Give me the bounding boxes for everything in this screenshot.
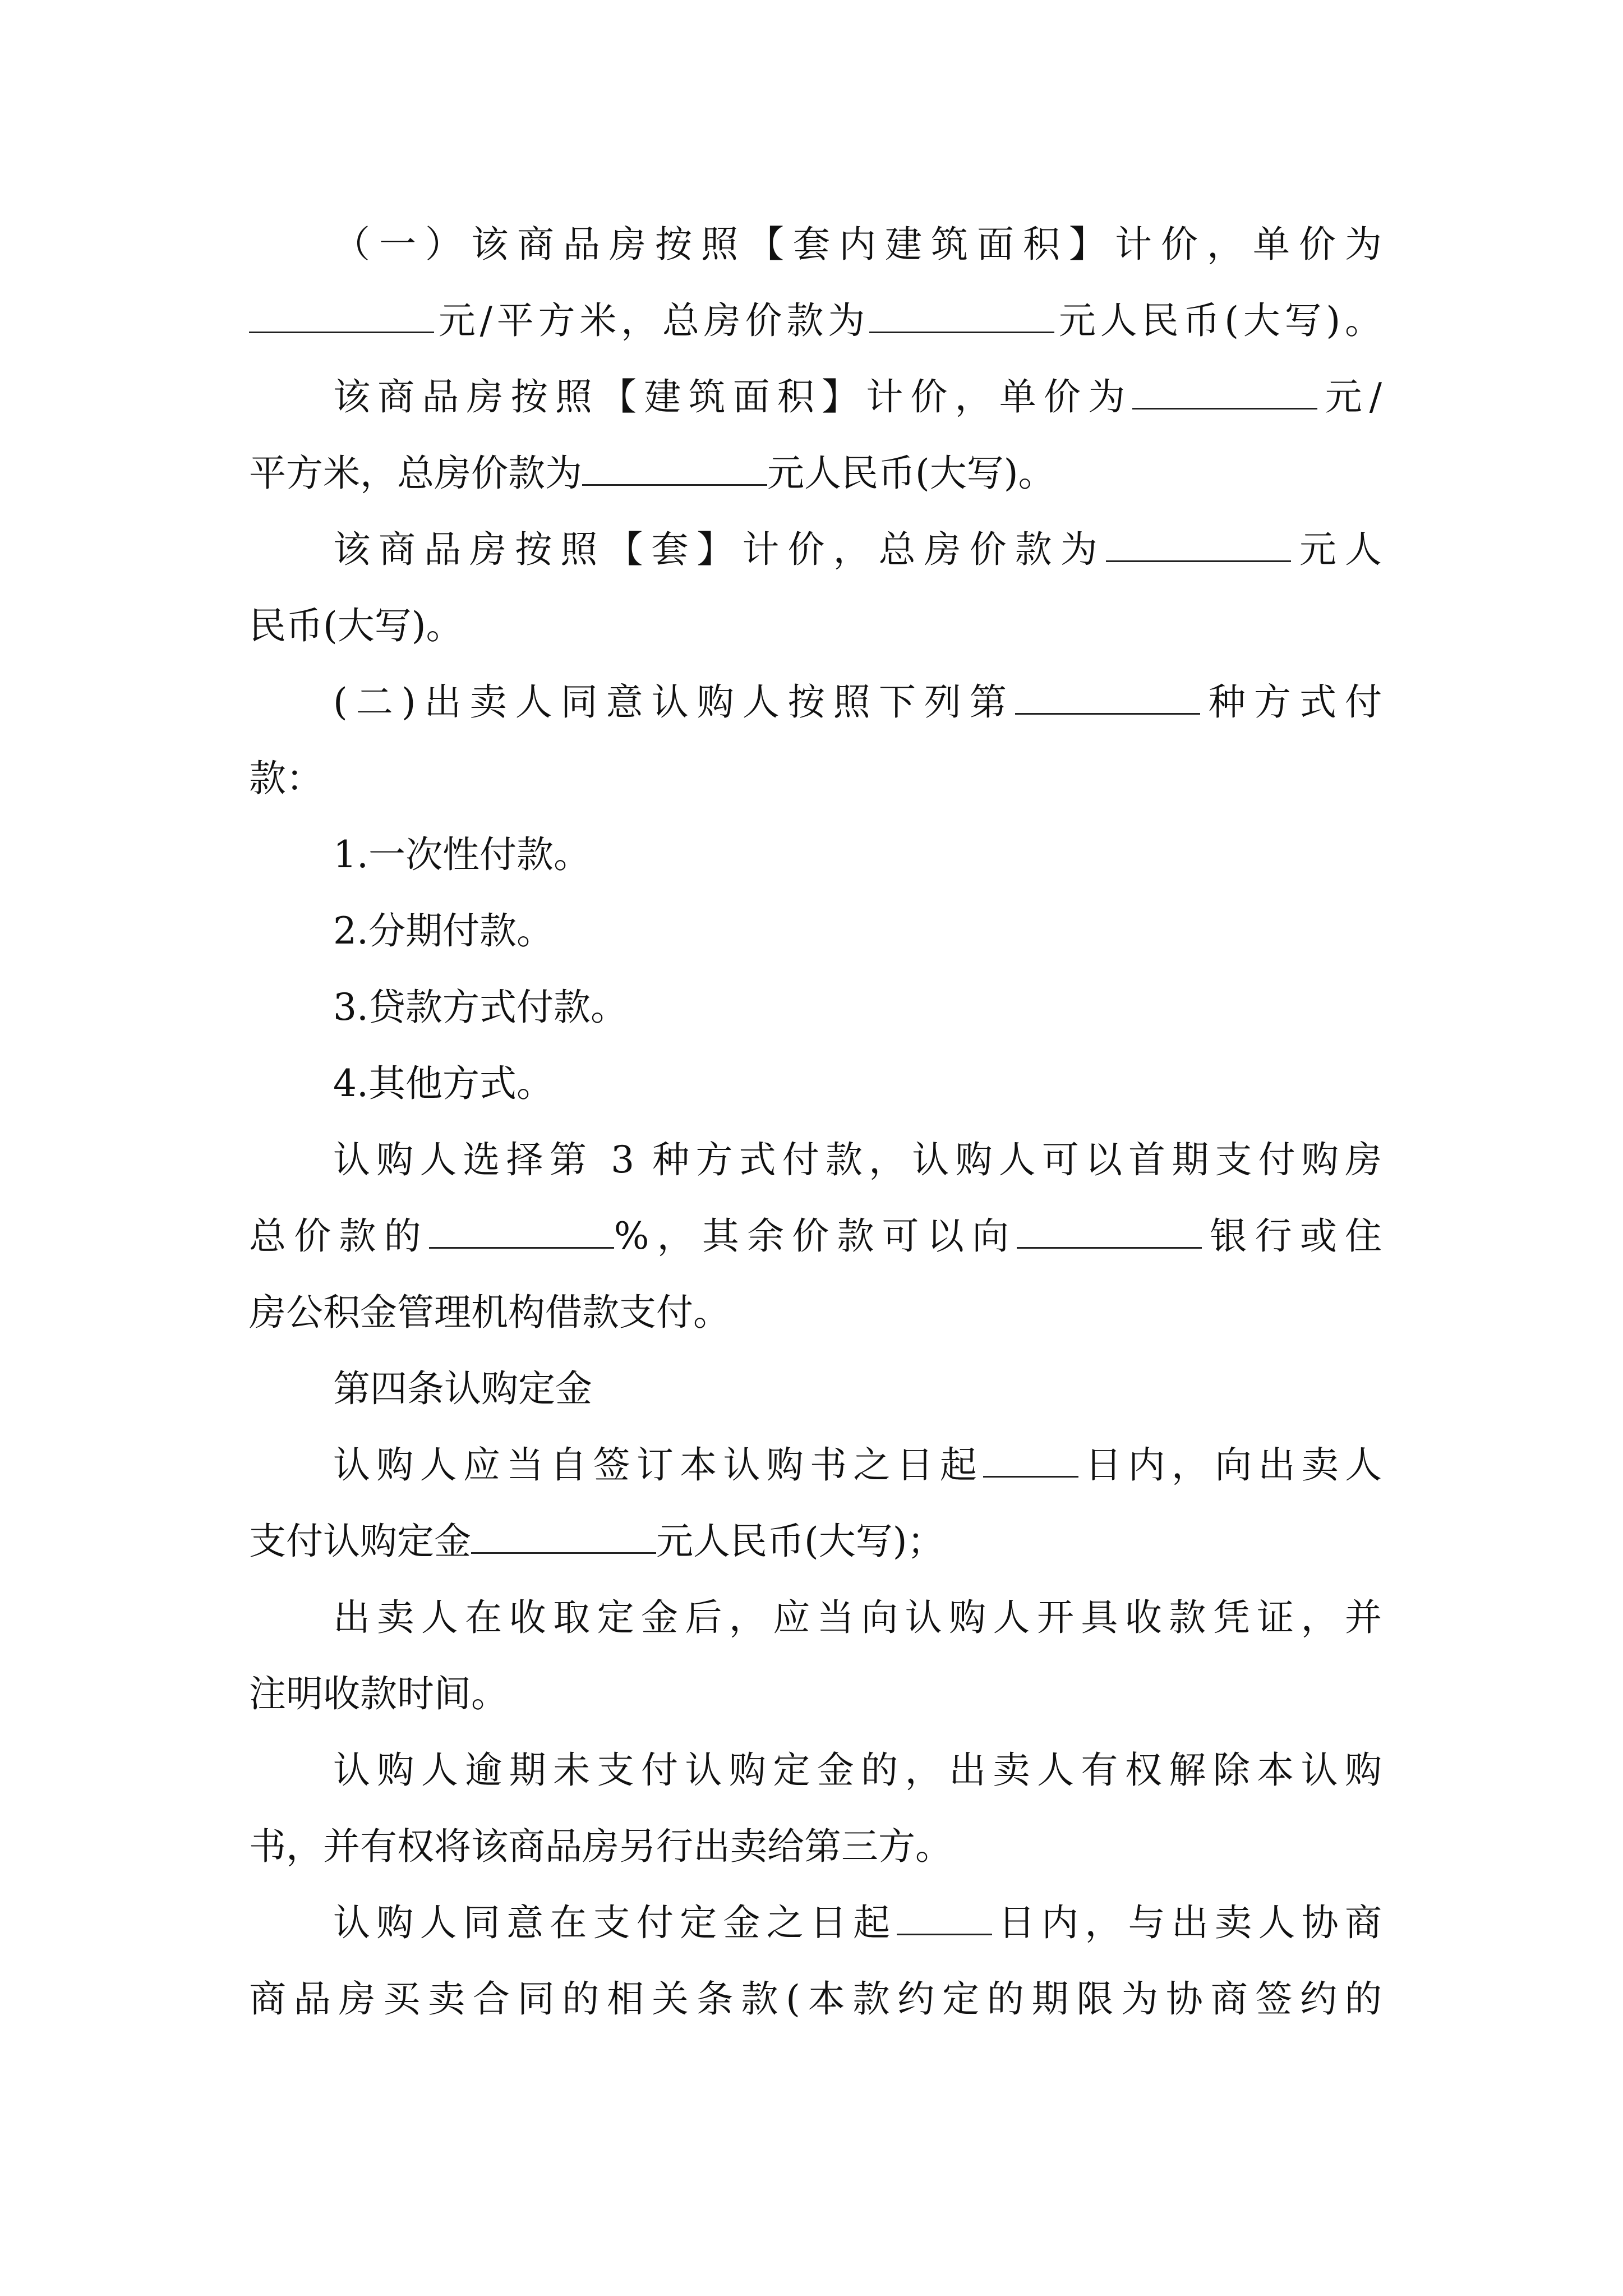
line-text: %，其余价款可以向 (614, 1214, 1017, 1258)
line-text: 注明收款时间。 (249, 1672, 508, 1715)
line-text: 4.其他方式。 (333, 1062, 554, 1105)
line-text: 3.贷款方式付款。 (333, 986, 628, 1029)
line-text: 元/ (1317, 375, 1382, 418)
text-line (249, 1885, 1382, 1961)
line-text: 第四条认购定金 (333, 1367, 592, 1410)
text-line (249, 1351, 1382, 1427)
text-line (249, 512, 1382, 588)
line-text: 日内，与出卖人协商 (992, 1901, 1382, 1944)
text-line (249, 1732, 1382, 1809)
line-text: 认购人同意在支付定金之日起 (333, 1901, 897, 1944)
text-line (249, 359, 1382, 435)
text-line (249, 1809, 1382, 1885)
line-text: 认购人选择第 3 种方式付款，认购人可以首期支付购房 (333, 1138, 1382, 1181)
line-text: 元/平方米，总房价款为 (434, 299, 870, 342)
line-text: 银行或住 (1202, 1214, 1382, 1258)
text-line (249, 664, 1382, 740)
line-text: 支付认购定金 (249, 1520, 471, 1563)
line-text: 日内，向出卖人 (1078, 1443, 1382, 1487)
line-text: 元人民币(大写)。 (767, 452, 1055, 495)
fill-in-blank[interactable] (471, 1520, 656, 1554)
text-line (249, 435, 1382, 512)
line-text: 种方式付 (1200, 680, 1382, 724)
line-text: 商品房买卖合同的相关条款(本款约定的期限为协商签约的 (249, 1977, 1382, 2021)
line-text: 元人民币(大写)。 (1054, 299, 1382, 342)
fill-in-blank[interactable] (1015, 680, 1200, 715)
fill-in-blank[interactable] (897, 1901, 992, 1935)
text-line (249, 1961, 1382, 2037)
line-text: （一）该商品房按照【套内建筑面积】计价，单价为 (333, 223, 1382, 266)
line-text: (二)出卖人同意认购人按照下列第 (333, 680, 1015, 724)
line-text: 书，并有权将该商品房另行出卖给第三方。 (249, 1825, 952, 1868)
text-line (249, 817, 1382, 893)
text-line (249, 893, 1382, 969)
line-text: 2.分期付款。 (333, 909, 554, 953)
text-line (249, 283, 1382, 359)
line-text: 民币(大写)。 (249, 604, 463, 647)
fill-in-blank[interactable] (1017, 1214, 1202, 1249)
fill-in-blank[interactable] (429, 1214, 614, 1249)
line-text: 总价款的 (249, 1214, 429, 1258)
text-line (249, 1580, 1382, 1656)
text-line (249, 206, 1382, 283)
line-text: 该商品房按照【建筑面积】计价，单价为 (333, 375, 1133, 418)
line-text: 1.一次性付款。 (333, 833, 591, 876)
fill-in-blank[interactable] (1106, 528, 1291, 562)
line-text: 元人 (1290, 528, 1382, 571)
line-text: 该商品房按照【套】计价，总房价款为 (333, 528, 1106, 571)
text-line (249, 1046, 1382, 1122)
text-line (249, 1198, 1382, 1274)
line-text: 房公积金管理机构借款支付。 (249, 1291, 730, 1334)
line-text: 认购人应当自签订本认购书之日起 (333, 1443, 984, 1487)
document-page (249, 206, 1382, 2037)
fill-in-blank[interactable] (869, 299, 1054, 333)
line-text: 平方米，总房价款为 (249, 452, 582, 495)
text-line (249, 1427, 1382, 1503)
text-line (249, 1122, 1382, 1198)
text-line (249, 1656, 1382, 1732)
line-text: 款： (249, 757, 323, 800)
text-line (249, 969, 1382, 1046)
fill-in-blank[interactable] (1132, 375, 1317, 409)
fill-in-blank[interactable] (983, 1443, 1078, 1478)
text-line (249, 588, 1382, 664)
fill-in-blank[interactable] (249, 299, 434, 333)
line-text: 出卖人在收取定金后，应当向认购人开具收款凭证，并 (333, 1596, 1382, 1639)
text-line (249, 1503, 1382, 1580)
fill-in-blank[interactable] (582, 452, 767, 486)
line-text: 认购人逾期未支付认购定金的，出卖人有权解除本认购 (333, 1749, 1382, 1792)
line-text: 元人民币(大写)； (656, 1520, 944, 1563)
text-line (249, 1274, 1382, 1351)
text-line (249, 740, 1382, 817)
